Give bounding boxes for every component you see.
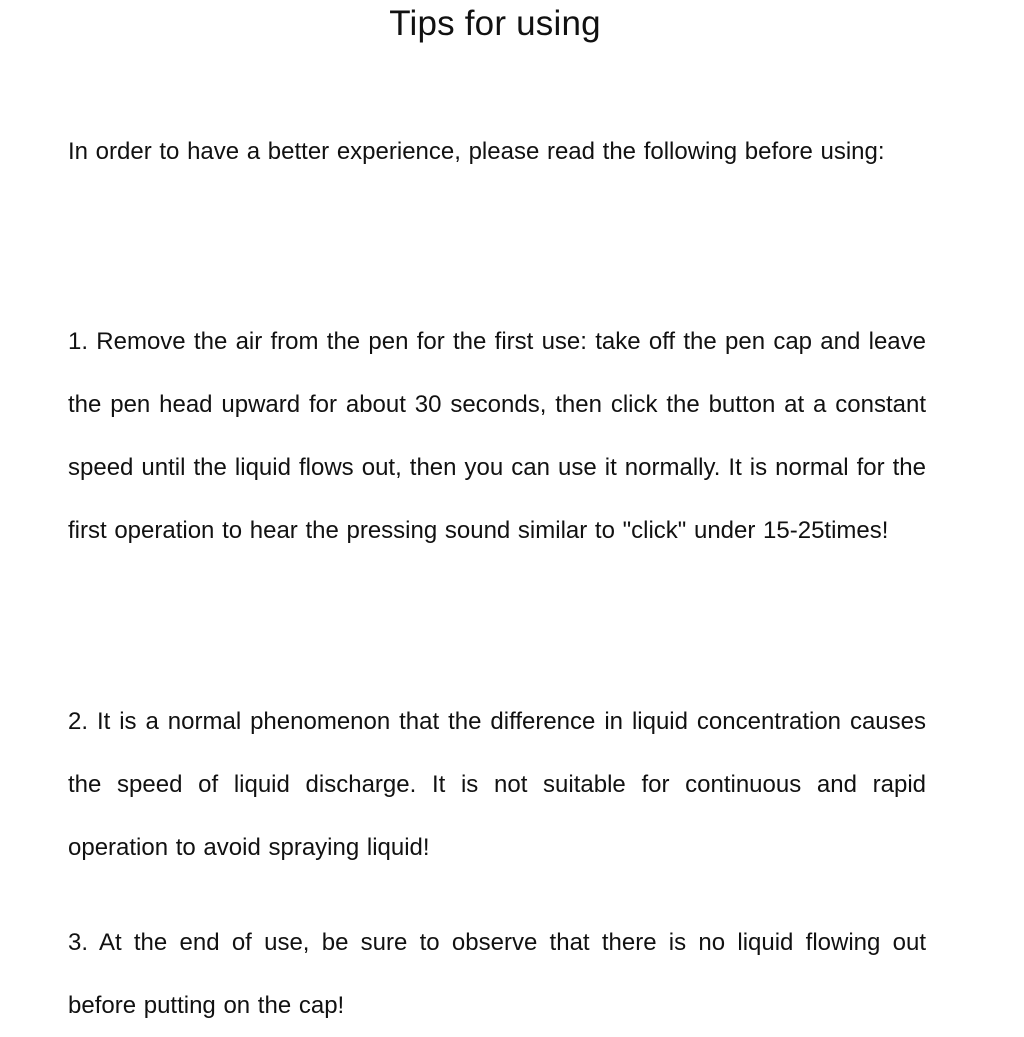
document-title: Tips for using [389,4,601,43]
tip-1-paragraph: 1. Remove the air from the pen for the first use: take off the pen cap and leave the pen head upward for about 30 seconds, then click the button at a constant speed until the liquid flows out, then you can use it normally. It is normal for the first operation to hear the pressing sound similar to "click" under 15-25times! [68,328,926,544]
tip-2-paragraph: 2. It is a normal phenomenon that the difference in liquid concentration causes the speed of liquid discharge. It is not suitable for continuous and rapid operation to avoid spraying liquid! [68,708,926,861]
tip-3-paragraph: 3. At the end of use, be sure to observe that there is no liquid flowing out before putting on the cap! [68,929,926,1019]
intro-paragraph: In order to have a better experience, please read the following before using: [68,138,885,165]
